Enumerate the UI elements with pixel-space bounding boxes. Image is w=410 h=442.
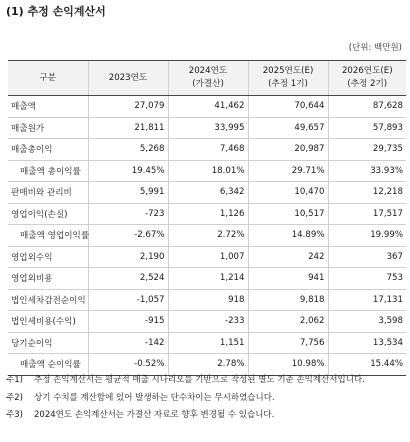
footnote-number: 주1) [6, 375, 23, 385]
income-statement-table [8, 60, 406, 376]
header-2024: 2024연도 (가결산) [168, 61, 248, 96]
cell-value: 49,657 [248, 117, 328, 139]
cell-value: 5,268 [88, 139, 168, 161]
cell-value: 2,190 [88, 246, 168, 268]
footnote [6, 392, 402, 406]
cell-value: 753 [328, 268, 406, 290]
cell-value: 18.01% [168, 160, 248, 182]
cell-value: 2,524 [88, 268, 168, 290]
cell-value: 87,628 [328, 96, 406, 118]
footnote-text: 추정 손익계산서는 평균적 매출 시나리오를 기반으로 작성된 별도 기준 손익계산서입니다. [34, 375, 365, 385]
cell-value: 1,151 [168, 332, 248, 354]
cell-value: 2.78% [168, 354, 248, 376]
cell-value: 7,468 [168, 139, 248, 161]
cell-value: 1,126 [168, 203, 248, 225]
cell-value: -723 [88, 203, 168, 225]
cell-value: -915 [88, 311, 168, 333]
section-title: (1) 추정 손익계산서 [6, 5, 106, 18]
row-label: 영업외수익 [8, 246, 88, 268]
row-label: 당기순이익 [8, 332, 88, 354]
cell-value: 2.72% [168, 225, 248, 247]
cell-value: 10,517 [248, 203, 328, 225]
cell-value: -233 [168, 311, 248, 333]
header-category: 구분 [8, 61, 88, 96]
cell-value: 41,462 [168, 96, 248, 118]
row-label: 법인세차감전순이익 [8, 289, 88, 311]
row-label: 매출액 순이익률 [8, 354, 88, 376]
table-row [8, 332, 406, 354]
cell-value: 3,598 [328, 311, 406, 333]
table-header-row [8, 61, 406, 96]
footnote [6, 409, 402, 423]
cell-value: 242 [248, 246, 328, 268]
cell-value: 1,214 [168, 268, 248, 290]
cell-value: 941 [248, 268, 328, 290]
footnote [6, 374, 402, 388]
footnote-number: 주3) [6, 410, 23, 420]
cell-value: 70,644 [248, 96, 328, 118]
cell-value: -2.67% [88, 225, 168, 247]
cell-value: 33.93% [328, 160, 406, 182]
footnote-text: 상기 수치를 계산함에 있어 발생하는 단수차이는 무시하였습니다. [34, 392, 275, 403]
cell-value: 12,218 [328, 182, 406, 204]
cell-value: 10,470 [248, 182, 328, 204]
unit-label: (단위: 백만원) [348, 43, 402, 53]
table-row [8, 225, 406, 247]
table-row [8, 117, 406, 139]
row-label: 매출총이익 [8, 139, 88, 161]
table-row [8, 268, 406, 290]
table-row [8, 311, 406, 333]
cell-value: 5,991 [88, 182, 168, 204]
cell-value: 2,062 [248, 311, 328, 333]
row-label: 매출액 [8, 96, 88, 118]
cell-value: 33,995 [168, 117, 248, 139]
cell-value: 20,987 [248, 139, 328, 161]
footnote-number: 주2) [6, 392, 23, 403]
cell-value: 918 [168, 289, 248, 311]
footnotes [6, 374, 402, 427]
cell-value: 19.45% [88, 160, 168, 182]
cell-value: 10.98% [248, 354, 328, 376]
cell-value: 15.44% [328, 354, 406, 376]
row-label: 매출액 영업이익률 [8, 225, 88, 247]
row-label: 법인세비용(수익) [8, 311, 88, 333]
cell-value: 57,893 [328, 117, 406, 139]
cell-value: 1,007 [168, 246, 248, 268]
table-row [8, 203, 406, 225]
cell-value: 367 [328, 246, 406, 268]
cell-value: 13,534 [328, 332, 406, 354]
table-row [8, 182, 406, 204]
cell-value: 29.71% [248, 160, 328, 182]
row-label: 영업외비용 [8, 268, 88, 290]
header-2023: 2023연도 [88, 61, 168, 96]
cell-value: 9,818 [248, 289, 328, 311]
cell-value: 17,131 [328, 289, 406, 311]
header-2025e: 2025연도(E) (추정 1기) [248, 61, 328, 96]
table-row [8, 160, 406, 182]
cell-value: -142 [88, 332, 168, 354]
table-row [8, 354, 406, 376]
table-row [8, 139, 406, 161]
table-row [8, 246, 406, 268]
row-label: 영업이익(손실) [8, 203, 88, 225]
cell-value: 29,735 [328, 139, 406, 161]
row-label: 매출원가 [8, 117, 88, 139]
cell-value: 21,811 [88, 117, 168, 139]
row-label: 판매비와 관리비 [8, 182, 88, 204]
cell-value: -0.52% [88, 354, 168, 376]
cell-value: -1,057 [88, 289, 168, 311]
cell-value: 27,079 [88, 96, 168, 118]
cell-value: 17,517 [328, 203, 406, 225]
footnote-text: 2024연도 손익계산서는 가결산 자료로 향후 변경될 수 있습니다. [34, 410, 275, 420]
header-2026e: 2026연도(E) (추정 2기) [328, 61, 406, 96]
cell-value: 14.89% [248, 225, 328, 247]
table-row [8, 96, 406, 118]
row-label: 매출액 총이익률 [8, 160, 88, 182]
table-row [8, 289, 406, 311]
cell-value: 7,756 [248, 332, 328, 354]
cell-value: 19.99% [328, 225, 406, 247]
cell-value: 6,342 [168, 182, 248, 204]
